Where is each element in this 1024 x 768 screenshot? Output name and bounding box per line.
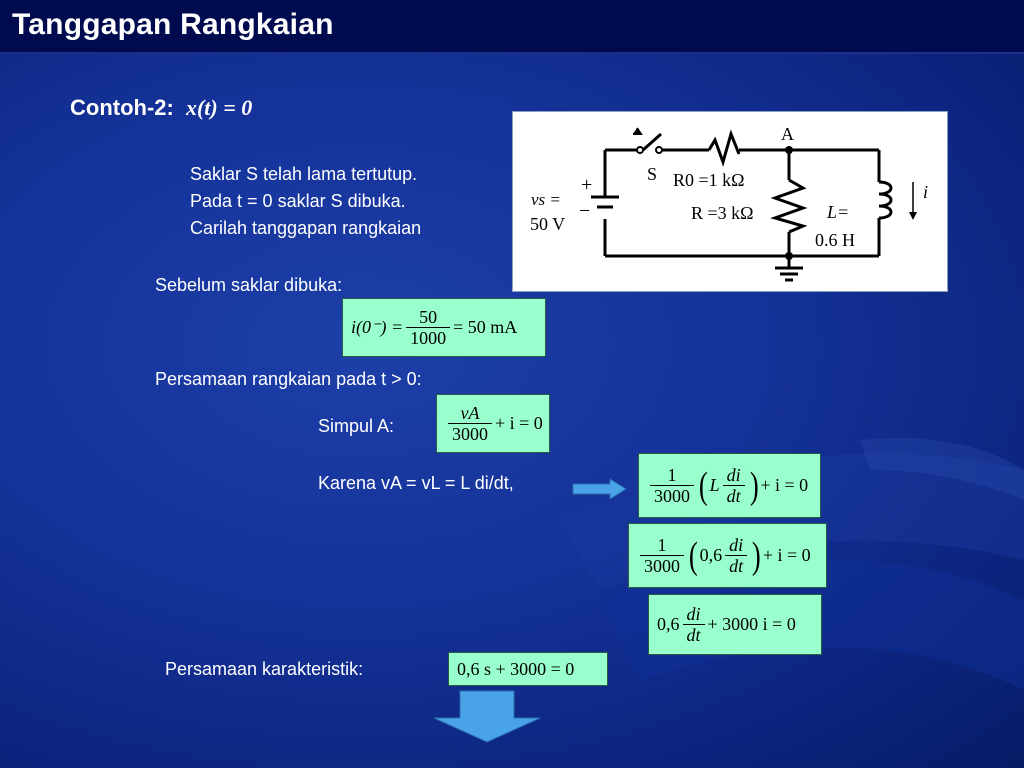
node-eq-label: Simpul A:	[318, 416, 395, 436]
eq-substitution-1: $\frac{1}{3000}$ ( L $\frac{di}{dt}$ ) + i = 0	[638, 453, 821, 518]
node-dot-bottom	[785, 252, 793, 260]
eq-sub2-dnum: di	[729, 535, 744, 555]
characteristic-label: Persamaan karakteristik:	[165, 659, 364, 679]
problem-statement	[190, 161, 421, 242]
eq-sub3-derivative	[683, 604, 705, 645]
eq-sub1-dnum: di	[726, 465, 741, 485]
circuit-eq-label: Persamaan rangkaian pada t > 0:	[155, 369, 422, 389]
eq-sub2-num: 1	[657, 535, 667, 555]
eq-substitution-2: $\frac{1}{3000}$ ( 0,6 $\frac{di}{dt}$ ) + i = 0	[628, 523, 827, 588]
eq-sub3-dden: dt	[683, 624, 705, 645]
current-label: i	[923, 182, 929, 202]
eq-sub1-rhs: + i = 0	[760, 475, 809, 495]
circuit-diagram	[512, 111, 948, 292]
node-label: A	[781, 124, 794, 144]
eq-initial-rhs: = 50 mA	[453, 317, 518, 337]
r0-label: R0 =1 kΩ	[673, 170, 745, 190]
eq-sub1-inner: L	[709, 475, 720, 495]
source-name: vs =	[531, 190, 561, 209]
eq-initial-num: 50	[419, 307, 438, 327]
eq-sub1-dden: dt	[723, 485, 745, 506]
example-condition: x(t) = 0	[185, 95, 253, 120]
eq-sub2-dden: dt	[725, 555, 747, 576]
source-value: 50 V	[530, 214, 566, 234]
eq-node-den: 3000	[448, 423, 492, 444]
eq-initial-current	[342, 298, 546, 357]
eq-sub2-inner: 0,6	[699, 545, 723, 565]
problem-line-1: Saklar S telah lama tertutup.	[190, 164, 418, 184]
eq-sub2-den: 3000	[640, 555, 684, 576]
eq-sub2-fraction	[640, 535, 684, 576]
down-arrow-icon	[432, 690, 542, 744]
eq-initial-den: 1000	[406, 327, 450, 348]
source-minus: −	[579, 200, 591, 222]
eq-node	[436, 394, 550, 453]
eq-initial-fraction	[406, 307, 450, 348]
node-dot-top	[785, 146, 793, 154]
switch-label: S	[647, 164, 658, 184]
problem-line-2: Pada t = 0 saklar S dibuka.	[190, 191, 406, 211]
eq-sub2-rhs: + i = 0	[762, 545, 811, 565]
eq-sub3-dnum: di	[686, 604, 701, 624]
eq-sub1-den: 3000	[650, 485, 694, 506]
example-heading: Contoh-2: x(t) = 0	[70, 95, 253, 120]
eq-node-fraction	[448, 403, 492, 444]
eq-characteristic	[448, 652, 608, 686]
eq-sub1-derivative	[723, 465, 745, 506]
eq-node-rhs: + i = 0	[495, 413, 543, 433]
inductor-name: L=	[827, 202, 850, 222]
problem-line-3: Carilah tanggapan rangkaian	[190, 218, 422, 238]
eq-sub2-derivative	[725, 535, 747, 576]
right-arrow-icon	[572, 478, 628, 500]
eq-initial-lhs: i(0⁻) =	[351, 317, 404, 337]
eq-node-num: vA	[460, 403, 480, 423]
title-bar	[0, 0, 1024, 54]
eq-sub1-fraction	[650, 465, 694, 506]
slide-title: Tanggapan Rangkaian	[12, 8, 334, 41]
eq-substitution-3	[648, 594, 822, 655]
before-label: Sebelum saklar dibuka:	[155, 275, 343, 295]
eq-sub1-num: 1	[667, 465, 677, 485]
eq-sub3-rhs: + 3000 i = 0	[707, 614, 796, 634]
eq-characteristic-text: 0,6 s + 3000 = 0	[457, 658, 575, 679]
because-label: Karena vA = vL = L di/dt,	[318, 473, 514, 493]
eq-sub3-lhs: 0,6	[657, 614, 680, 634]
inductor-value: 0.6 H	[815, 230, 855, 250]
r-label: R =3 kΩ	[691, 203, 754, 223]
source-plus: +	[581, 174, 593, 196]
example-label: Contoh-2	[70, 95, 167, 120]
